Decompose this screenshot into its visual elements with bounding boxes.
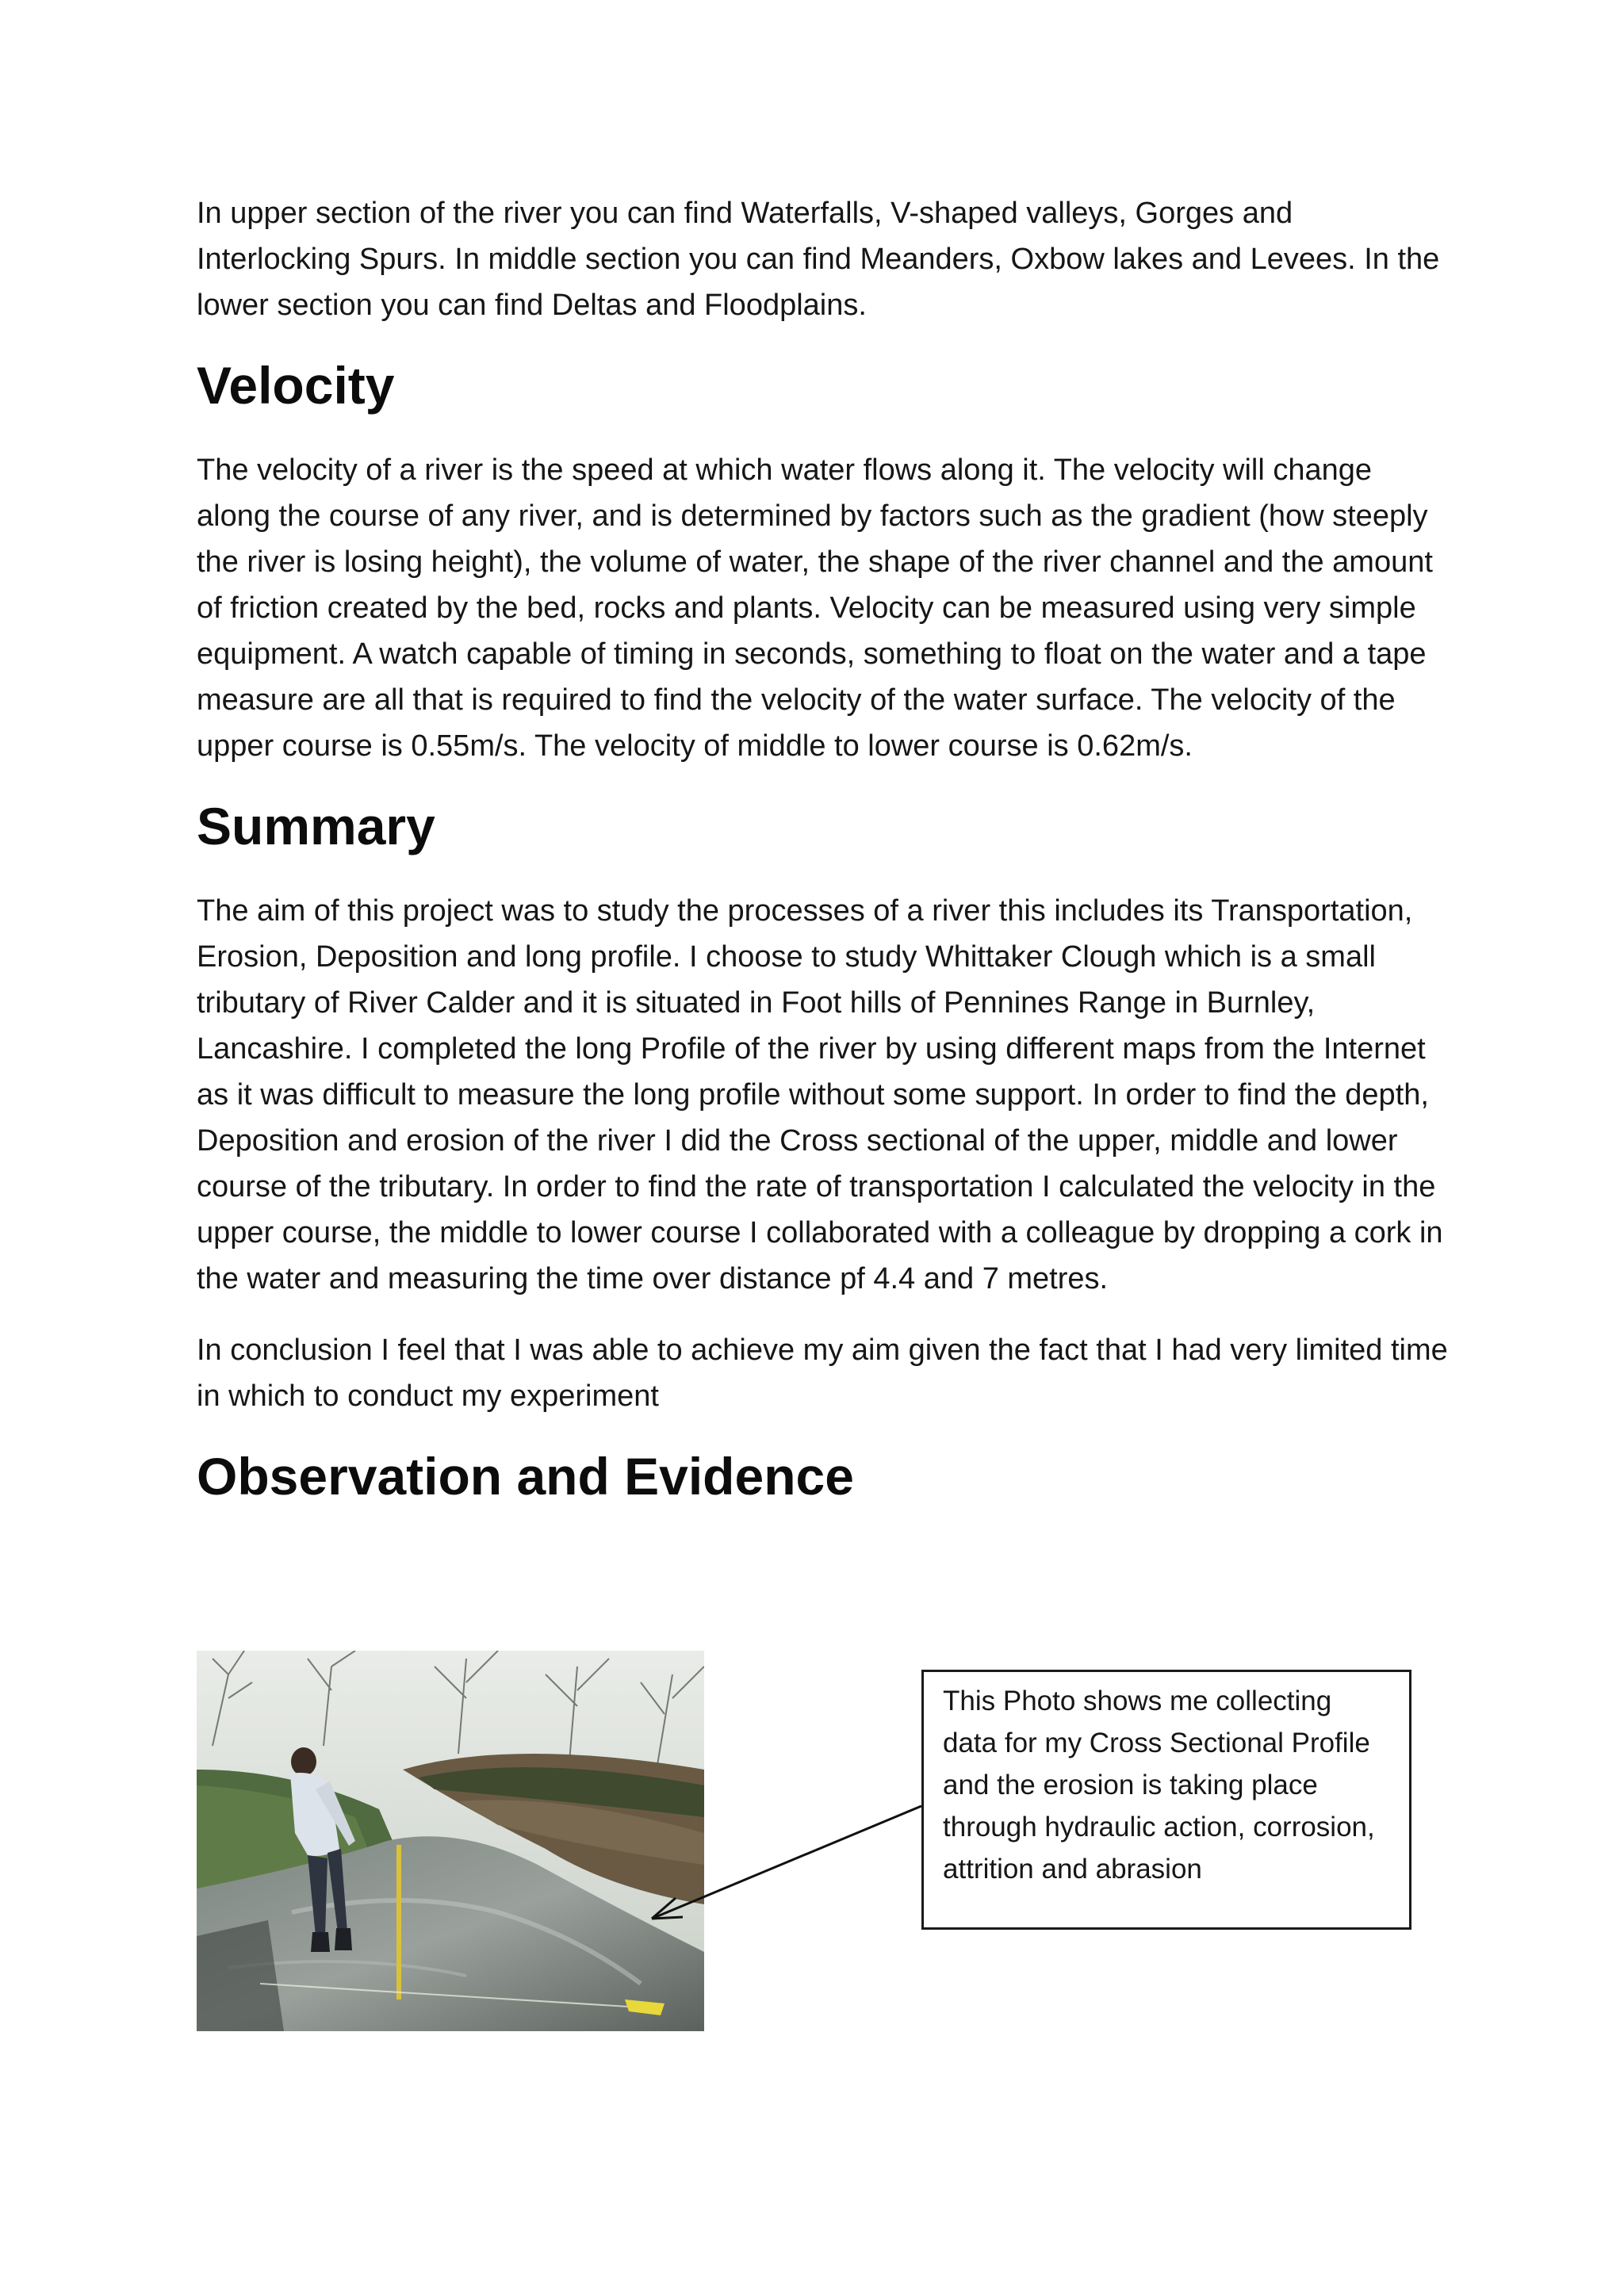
summary-heading: Summary [197,797,435,855]
river-fieldwork-photo [197,1651,704,2031]
document-body [197,190,1450,1538]
photo-caption-box: This Photo shows me collecting data for my Cross Sectional Profile and the erosion is taking place through hydraulic action, corrosion, attrition and abrasion [921,1670,1411,1930]
evidence-figure [197,1651,1450,2031]
velocity-paragraph: The velocity of a river is the speed at which water flows along it. The velocity will change along the course of any river, and is determined by factors such as the gradient (how steeply the river is losing height), the volume of water, the shape of the river channel and the amount of friction created by the bed, rocks and plants. Velocity can be measured using very simple equipment. A watch capable of timing in seconds, something to float on the water and a tape measure are all that is required to find the velocity of the water surface. The velocity of the upper course is 0.55m/s. The velocity of middle to lower course is 0.62m/s. [197,453,1433,763]
summary-paragraph-1: The aim of this project was to study the processes of a river this includes its Transportation, Erosion, Deposition and long profile. I choose to study Whittaker Clough which is a small tributary of River Calder and it is situated in Foot hills of Pennines Range in Burnley, Lancashire. I completed the long Profile of the river by using different maps from the Internet as it was difficult to measure the long profile without some support. In order to find the depth, Deposition and erosion of the river I did the Cross sectional of the upper, middle and lower course of the tributary. In order to find the rate of transportation I calculated the velocity in the upper course, the middle to lower course I collaborated with a colleague by dropping a cork in the water and measuring the time over distance pf 4.4 and 7 metres. [197,894,1443,1295]
intro-paragraph: In upper section of the river you can find Waterfalls, V-shaped valleys, Gorges and Interlocking Spurs. In middle section you can find Meanders, Oxbow lakes and Levees. In the lower section you can find Deltas and Floodplains. [197,197,1440,322]
observation-heading: Observation and Evidence [197,1447,854,1506]
velocity-heading: Velocity [197,356,395,415]
summary-paragraph-2: In conclusion I feel that I was able to achieve my aim given the fact that I had very limited time in which to conduct my experiment [197,1334,1448,1413]
